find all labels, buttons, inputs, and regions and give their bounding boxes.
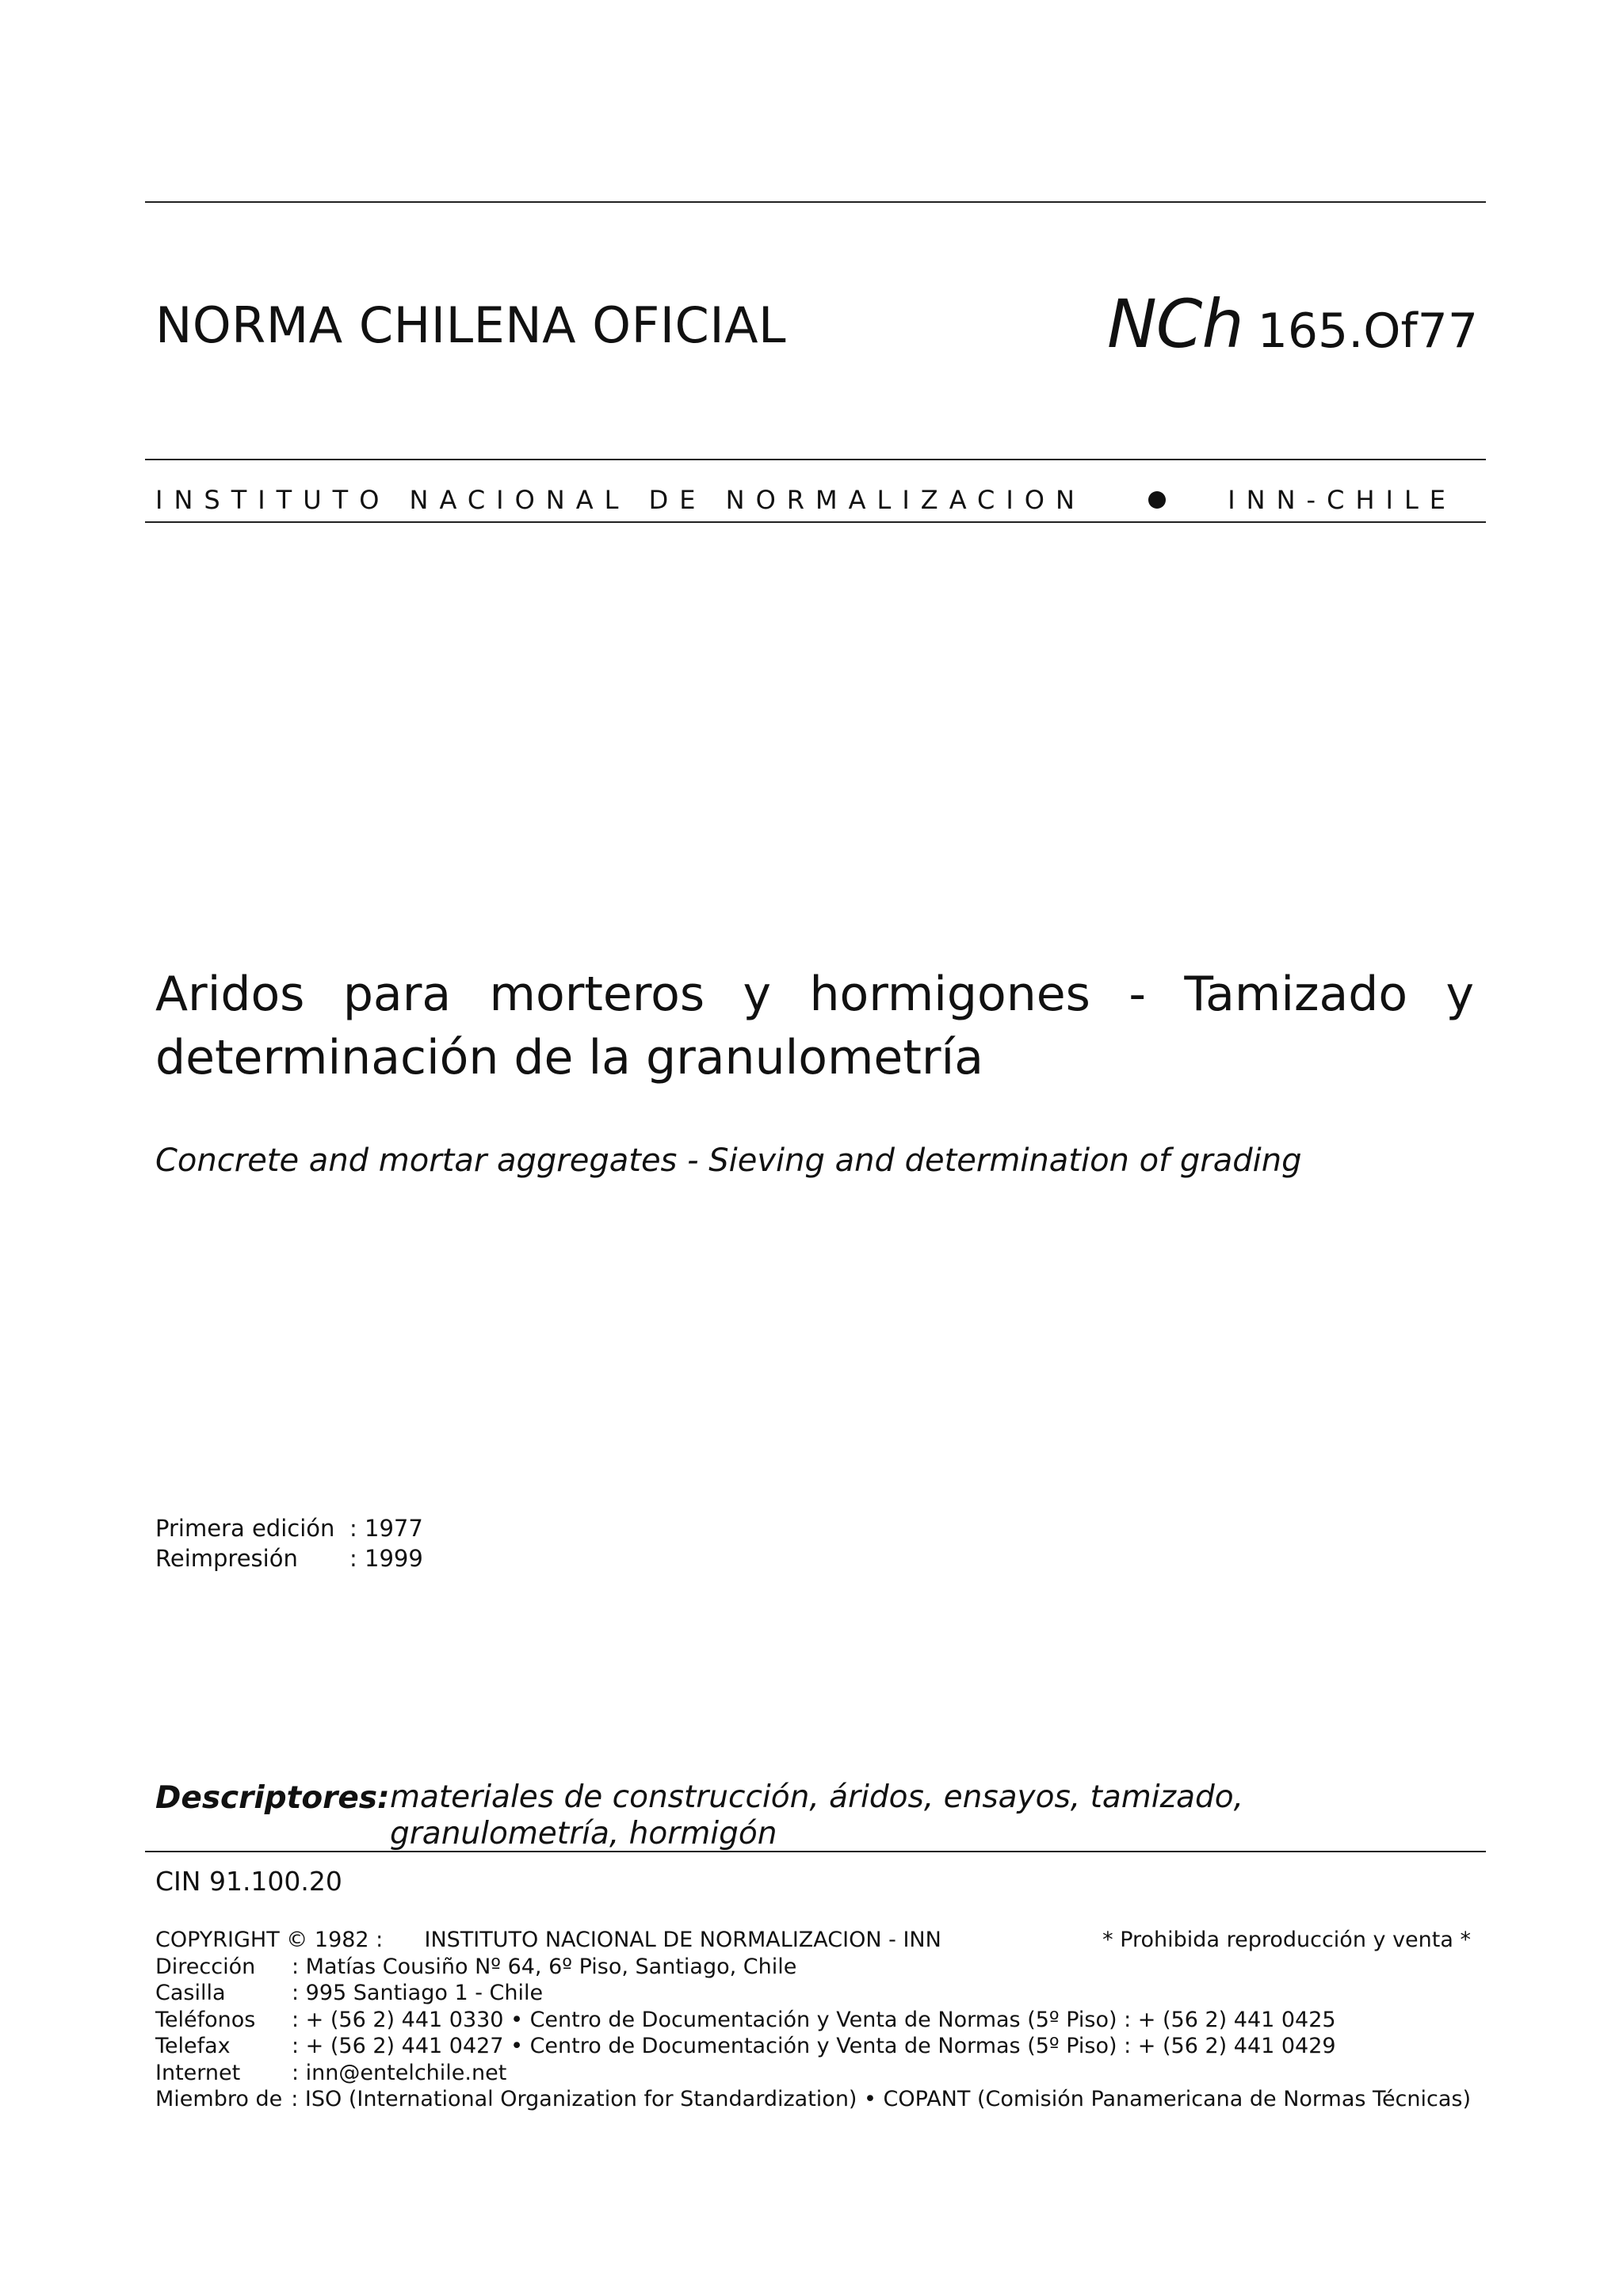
contact-label: Casilla (155, 1981, 226, 2005)
title-word: Aridos (155, 967, 305, 1022)
title-word: y (743, 967, 772, 1022)
contact-value: : Matías Cousiño Nº 64, 6º Piso, Santiago, Chile (292, 1954, 797, 1979)
contact-row (155, 1980, 1471, 2007)
institute-name: INSTITUTO NACIONAL DE NORMALIZACION (155, 485, 1086, 515)
standard-code (1107, 285, 1478, 363)
first-edition-value: : 1977 (349, 1515, 423, 1542)
contact-label: Dirección (155, 1954, 256, 1979)
contact-label: Internet (155, 2060, 241, 2085)
contact-row (155, 2060, 1471, 2087)
contact-row (155, 1954, 1471, 1981)
title-word: hormigones (809, 967, 1090, 1022)
copyright-notice: * Prohibida reproducción y venta * (1102, 1928, 1471, 1952)
top-divider (145, 201, 1486, 203)
reprint-label: Reimpresión (155, 1545, 298, 1572)
descriptors-bottom-rule (145, 1851, 1486, 1852)
contact-value: : + (56 2) 441 0427 • Centro de Documentación y Venta de Normas (5º Piso) : + (56 2) 441 0429 (292, 2034, 1336, 2058)
reprint-value: : 1999 (349, 1545, 423, 1572)
title-word: Tamizado (1184, 967, 1408, 1022)
code-number: 165.Of77 (1257, 303, 1478, 359)
contact-value: : 995 Santiago 1 - Chile (292, 1981, 544, 2005)
institute-bar-top-rule (145, 459, 1486, 460)
title-word: morteros (489, 967, 705, 1022)
institute-bar (155, 485, 1457, 515)
copyright-label: COPYRIGHT © 1982 : (155, 1928, 384, 1952)
contact-value: : ISO (International Organization for Standardization) • COPANT (Comisión Panamericana de Normas Técnicas) (291, 2087, 1471, 2111)
english-title: Concrete and mortar aggregates - Sieving and determination of grading (155, 1142, 1302, 1179)
main-title-line1 (155, 963, 1474, 1026)
contact-value: : + (56 2) 441 0330 • Centro de Documentación y Venta de Normas (5º Piso) : + (56 2) 441 0425 (292, 2007, 1336, 2032)
copyright-block (155, 1927, 1471, 2113)
contact-row (155, 2007, 1471, 2034)
descriptors-label: Descriptores: (155, 1780, 390, 1816)
institute-bar-bottom-rule (145, 521, 1486, 523)
cin-code: CIN 91.100.20 (155, 1866, 342, 1897)
bullet-icon (1148, 491, 1166, 509)
contact-label: Telefax (155, 2034, 231, 2058)
title-word: para (342, 967, 452, 1022)
contact-label: Miembro de (155, 2087, 283, 2111)
contact-row (155, 2033, 1471, 2060)
title-word: y (1445, 967, 1474, 1022)
first-edition-label: Primera edición (155, 1515, 335, 1542)
descriptors-value: materiales de construcción, áridos, ensayos, tamizado, granulometría, hormigón (390, 1779, 1243, 1852)
contact-row (155, 2086, 1471, 2113)
edition-info (155, 1513, 423, 1573)
main-title-line2: determinación de la granulometría (155, 1030, 983, 1085)
code-prefix: NCh (1106, 285, 1243, 363)
contact-label: Teléfonos (155, 2007, 256, 2032)
contact-rows (155, 1954, 1471, 2113)
contact-value: : inn@entelchile.net (292, 2060, 507, 2085)
document-type-heading: NORMA CHILENA OFICIAL (155, 296, 787, 354)
main-title (155, 963, 1474, 1089)
copyright-row (155, 1927, 1471, 1954)
copyright-owner: INSTITUTO NACIONAL DE NORMALIZACION - INN (424, 1928, 941, 1952)
institute-abbrev: INN-CHILE (1228, 485, 1457, 515)
title-word: - (1128, 967, 1146, 1022)
